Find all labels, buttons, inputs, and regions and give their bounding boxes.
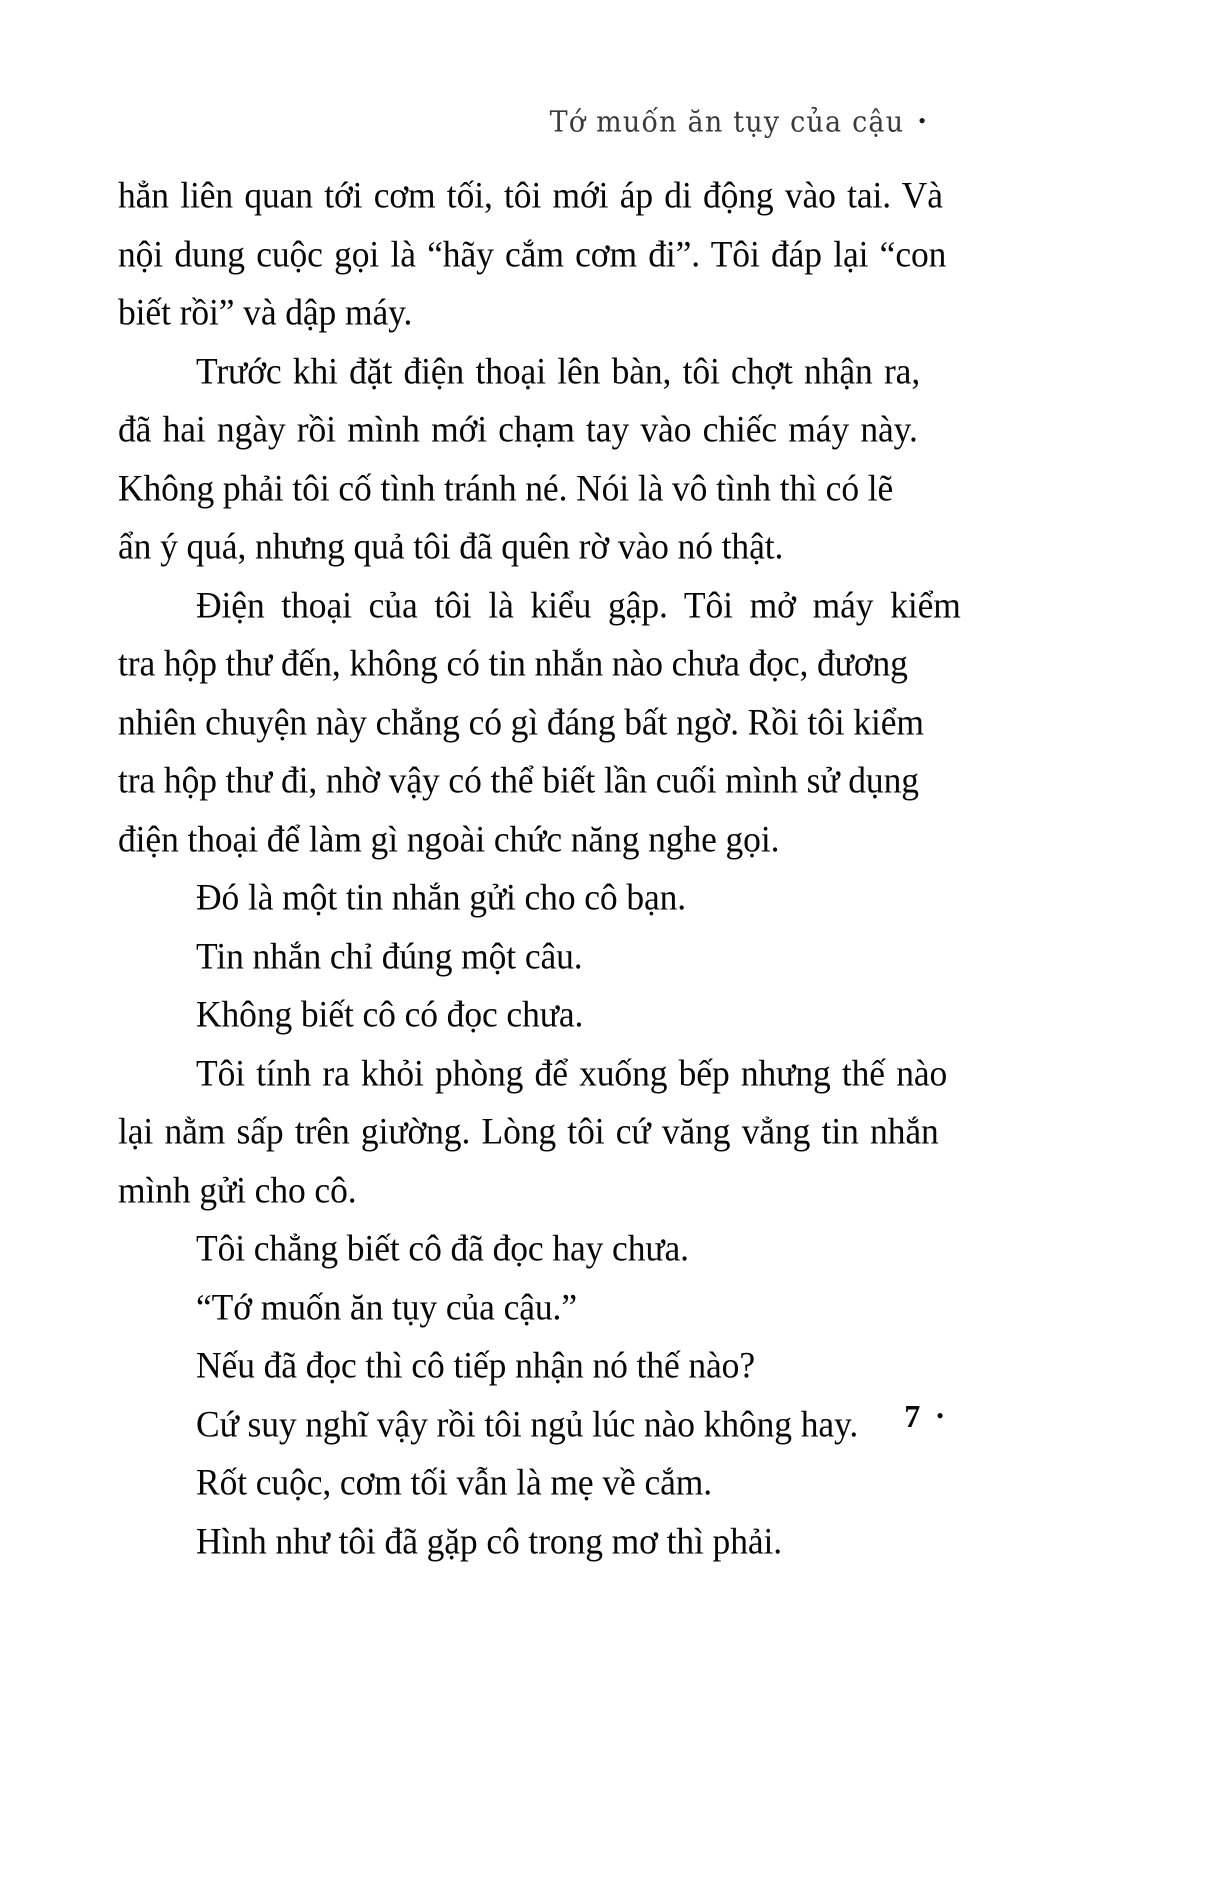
body-line: nhiên chuyện này chẳng có gì đáng bất ngờ. Rồi tôi kiểm: [118, 700, 924, 743]
body-line: Đó là một tin nhắn gửi cho cô bạn.: [196, 876, 687, 918]
body-line: “Tớ muốn ăn tụy của cậu.”: [196, 1285, 577, 1328]
body-line: Nếu đã đọc thì cô tiếp nhận nó thế nào?: [196, 1344, 755, 1386]
body-line: Điện thoại của tôi là kiểu gập. Tôi mở máy kiểm: [196, 583, 961, 626]
body-line: hẳn liên quan tới cơm tối, tôi mới áp di động vào tai. Và: [118, 174, 943, 216]
body-line: Tôi tính ra khỏi phòng để xuống bếp nhưng thế nào: [196, 1051, 948, 1094]
body-line: Không phải tôi cố tình tránh né. Nói là vô tình thì có lẽ: [118, 466, 894, 509]
body-line: Tin nhắn chỉ đúng một câu.: [196, 934, 583, 977]
body-line: tra hộp thư đi, nhờ vậy có thể biết lần cuối mình sử dụng: [118, 759, 919, 801]
running-head-title: Tớ muốn ăn tụy của cậu: [549, 105, 905, 139]
body-line: Trước khi đặt điện thoại lên bàn, tôi chợt nhận ra,: [196, 349, 921, 392]
body-line: ẩn ý quá, nhưng quả tôi đã quên rờ vào nó thật.: [118, 525, 784, 567]
body-text-block: [118, 166, 961, 1570]
bullet-ornament-icon: •: [918, 108, 926, 133]
body-line: Rốt cuộc, cơm tối vẫn là mẹ về cắm.: [196, 1461, 713, 1503]
body-line: Không biết cô có đọc chưa.: [196, 993, 584, 1035]
body-line: mình gửi cho cô.: [118, 1168, 357, 1211]
body-line: điện thoại để làm gì ngoài chức năng nghe gọi.: [118, 817, 780, 860]
body-line: Hình như tôi đã gặp cô trong mơ thì phải.: [196, 1519, 783, 1562]
body-line: nội dung cuộc gọi là “hãy cắm cơm đi”. Tôi đáp lại “con: [118, 232, 947, 275]
body-line: Tôi chẳng biết cô đã đọc hay chưa.: [196, 1227, 689, 1269]
body-line: đã hai ngày rồi mình mới chạm tay vào chiếc máy này.: [118, 408, 918, 450]
page-number: 7: [904, 1398, 921, 1434]
page-folio: [904, 1398, 944, 1435]
body-line: lại nằm sấp trên giường. Lòng tôi cứ văng vẳng tin nhắn: [118, 1110, 939, 1152]
bullet-ornament-icon: •: [936, 1403, 944, 1428]
body-line: Cứ suy nghĩ vậy rồi tôi ngủ lúc nào không hay.: [196, 1402, 859, 1445]
body-line: tra hộp thư đến, không có tin nhắn nào chưa đọc, đương: [118, 642, 908, 684]
running-head: [549, 105, 926, 139]
body-line: biết rồi” và dập máy.: [118, 291, 413, 333]
